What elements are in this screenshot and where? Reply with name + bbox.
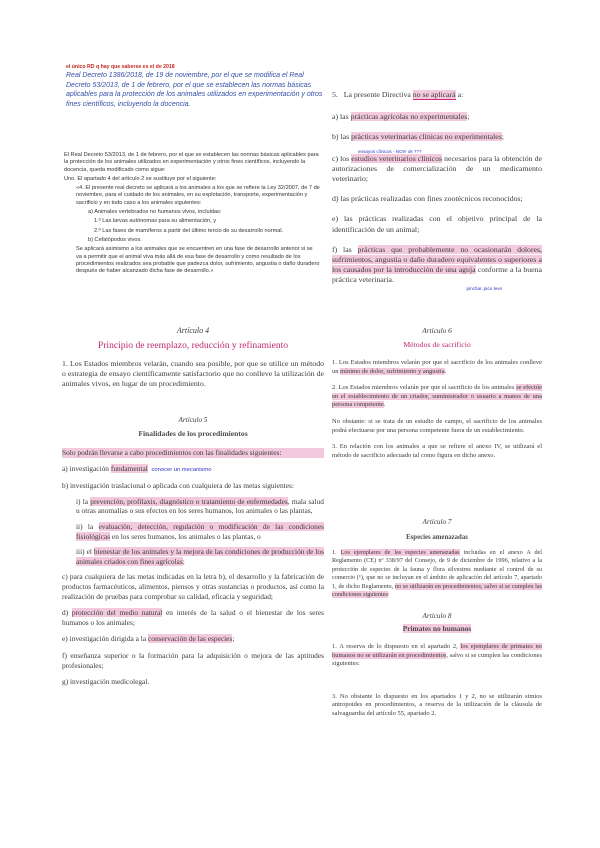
- exclusion-b: b) las prácticas veterinarias clínicas no experimentales;: [332, 132, 504, 142]
- article-8-p1: 1. A reserva de lo dispuesto en el apartado 2, los ejemplares de primates no humanos no se utilizarán en procedimientos, salvo si se cumplen las condiciones siguientes:: [332, 643, 542, 668]
- article-7-p1: 1. Los ejemplares de las especies amenazadas incluidas en el anexo A del Reglamento (CE) nº 338/97 del Consejo, de 9 de diciembre de 1996, relativo a la protección de especies de la fauna y flora silvestres mediante el control de su comercio (¹), que no se incluyan en el ámbito de aplicación del artículo 7, apartado 1, de dicho Reglamento, no se utilizarán en procedimientos, salvo si se cumplen las condiciones siguientes:: [332, 549, 543, 599]
- article-8-title: Primates no humanos: [402, 624, 472, 633]
- purpose-d: d) protección del medio natural en interés de la salud o el bienestar de los seres humanos o los animales;: [62, 608, 324, 627]
- purpose-b-ii: ii) la evaluación, detección, regulación o modificación de las condiciones fisiológicas en los seres humanos, los animales o las plantas, o: [76, 521, 324, 541]
- annotation-fundamental: conocer un mecanismo: [151, 466, 212, 473]
- purpose-g: g) investigación medicolegal.: [62, 677, 150, 687]
- article-4-title: Principio de reemplazo, reducción y refinamiento: [97, 340, 289, 351]
- decree-b: b) Cefalópodos vivos.: [88, 236, 142, 243]
- decree-a: a) Animales vertebrados no humanos vivos, incluidas:: [88, 209, 222, 216]
- decree-uno: Uno. El apartado 4 del artículo 2 se sustituye por el siguiente:: [64, 175, 217, 182]
- decree-p4: «4. El presente real decreto se aplicará a los animales a los que se refiere la Ley 32/2007, de 7 de noviembre, para el cuidado de los animales, en su explotación, transporte, experimentación y sacrificio y en todo caso a los animales siguientes:: [76, 185, 320, 206]
- exclusion-f: f) las prácticas que probablemente no ocasionarán dolores, sufrimientos, angustia o daño duradero equivalentes o superiores a los causados por la introducción de una aguja conforme a la buena práctica veterinaria.: [332, 244, 542, 285]
- article-6-p1: 1. Los Estados miembros velarán por que el sacrificio de los animales conlleve un mínimo de dolor, sufrimiento y angustia.: [332, 359, 542, 375]
- article-8-p3: 3. No obstante lo dispuesto en los apartados 1 y 2, no se utilizarán simios antropoides en procedimientos, a reserva de la utilización de la cláusula de salvaguardia del artículo 55, apartado 2.: [332, 692, 542, 717]
- item-5: 5. La presente Directiva no se aplicará a:: [332, 90, 464, 99]
- directive-exclusions: [332, 90, 542, 291]
- exclusion-c: c) los estudios veterinarios clínicos necesarios para la obtención de autorizaciones de comercialización de un medicamento veterinario;: [332, 153, 542, 184]
- exclusion-e: e) las prácticas realizadas con el objetivo principal de la identificación de un animal;: [332, 214, 542, 234]
- handwritten-note-red: el único RD q hay que saberse es el de 2018: [66, 64, 175, 70]
- article-5-label: Artículo 5: [178, 416, 208, 424]
- annotation-c: ensayos clínicos - NO!!! ok ???: [358, 148, 422, 154]
- article-6-label: Artículo 6: [422, 326, 452, 335]
- article-4: [62, 326, 324, 390]
- article-5-title: Finalidades de los procedimientos: [138, 429, 248, 438]
- article-6-p3: 3. En relación con los animales a que se refiere el anexo IV, se utilizará el método de sacrificio adecuado tal como figura en dicho anexo.: [332, 443, 542, 459]
- article-8-label: Artículo 8: [422, 612, 452, 620]
- article-7-label: Artículo 7: [422, 518, 452, 526]
- decree-title: Real Decreto 1386/2018, de 19 de noviembre, por el que se modifica el Real Decreto 53/2013, de 1 de febrero, por el que se establecen las normas básicas aplicables para la protección de los animales utilizados en experimentación y otros fines científicos, incluyendo la docencia.: [66, 72, 323, 108]
- article-6-title: Métodos de sacrificio: [403, 340, 471, 349]
- decree-excerpt: [64, 152, 320, 277]
- exclusion-a: a) las prácticas agrícolas no experimentales;: [332, 112, 470, 122]
- purpose-a: a) investigación fundamental conocer un mecanismo: [62, 463, 212, 473]
- decree-end: Se aplicará asimismo a los animales que se encuentren en una fase de desarrollo anterior si se va a permitir que el animal viva más allá de esa fase de desarrollo y como resultado de los procedimientos realizados sea probable que padezca dolor, sufrimiento, angustia o daño duradero después de haber alcanzado dicha fase de desarrollo.»: [76, 246, 320, 275]
- purpose-c: c) para cualquiera de las metas indicadas en la letra b), el desarrollo y la fabricación de productos farmacéuticos, alimentos, piensos y otras sustancias o productos, así como la realización de pruebas para comprobar su calidad, eficacia y seguridad;: [62, 572, 324, 601]
- purpose-f: f) enseñanza superior o la formación para la adquisición o mejora de las aptitudes profesionales;: [62, 650, 324, 670]
- decree-a2: 2.º Las fases de mamíferos a partir del último tercio de su desarrollo normal.: [94, 227, 284, 234]
- article-5-intro: Solo podrán llevarse a cabo procedimientos con las finalidades siguientes:: [62, 448, 324, 458]
- decree-intro: El Real Decreto 53/2013, de 1 de febrero, por el que se establecen las normas básicas aplicables para la protección de los animales utilizados en experimentación y otros fines científicos, incluyendo la docencia, queda modificado como sigue:: [64, 152, 319, 173]
- article-4-text: 1. Los Estados miembros velarán, cuando sea posible, por que se utilice un método o estrategia de ensayo científicamente satisfactorio que no conlleve la utilización de animales vivos, en lugar de un procedimiento.: [62, 359, 324, 389]
- article-5: [62, 416, 324, 687]
- purpose-b-iii: iii) el bienestar de los animales y la mejora de las condiciones de producción de los animales criados con fines agrícolas;: [76, 547, 325, 566]
- purpose-e: e) investigación dirigida a la conservación de las especies;: [62, 634, 235, 644]
- purpose-b: b) investigación traslacional o aplicada con cualquiera de las metas siguientes:: [62, 481, 294, 491]
- article-4-label: Artículo 4: [176, 326, 210, 335]
- decree-a1: 1.º Las larvas autónomas para su alimentación, y: [94, 218, 217, 225]
- purpose-b-i: i) la prevención, profilaxis, diagnóstico o tratamiento de enfermedades, mala salud u otras anomalías o sus efectos en los seres humanos, los animales o las plantas,: [76, 496, 324, 516]
- article-6-p2: 2. Los Estados miembros velarán por que el sacrificio de los animales se efectúe en el establecimiento de un criador, suministrador o usuario a manos de una persona competente.: [332, 384, 542, 409]
- article-6: [332, 326, 542, 460]
- article-8: [332, 612, 542, 719]
- article-7-title: Especies amenazadas: [406, 534, 468, 541]
- exclusion-d: d) las prácticas realizadas con fines zootécnicos reconocidos;: [332, 194, 523, 204]
- article-6-p2b: No obstante: si se trata de un estudio de campo, el sacrificio de los animales podrá efectuarse por una persona competente fuera de un establecimiento.: [332, 417, 542, 434]
- article-7: [332, 518, 542, 599]
- annotation-f: pinchar, pico leve: [466, 285, 502, 291]
